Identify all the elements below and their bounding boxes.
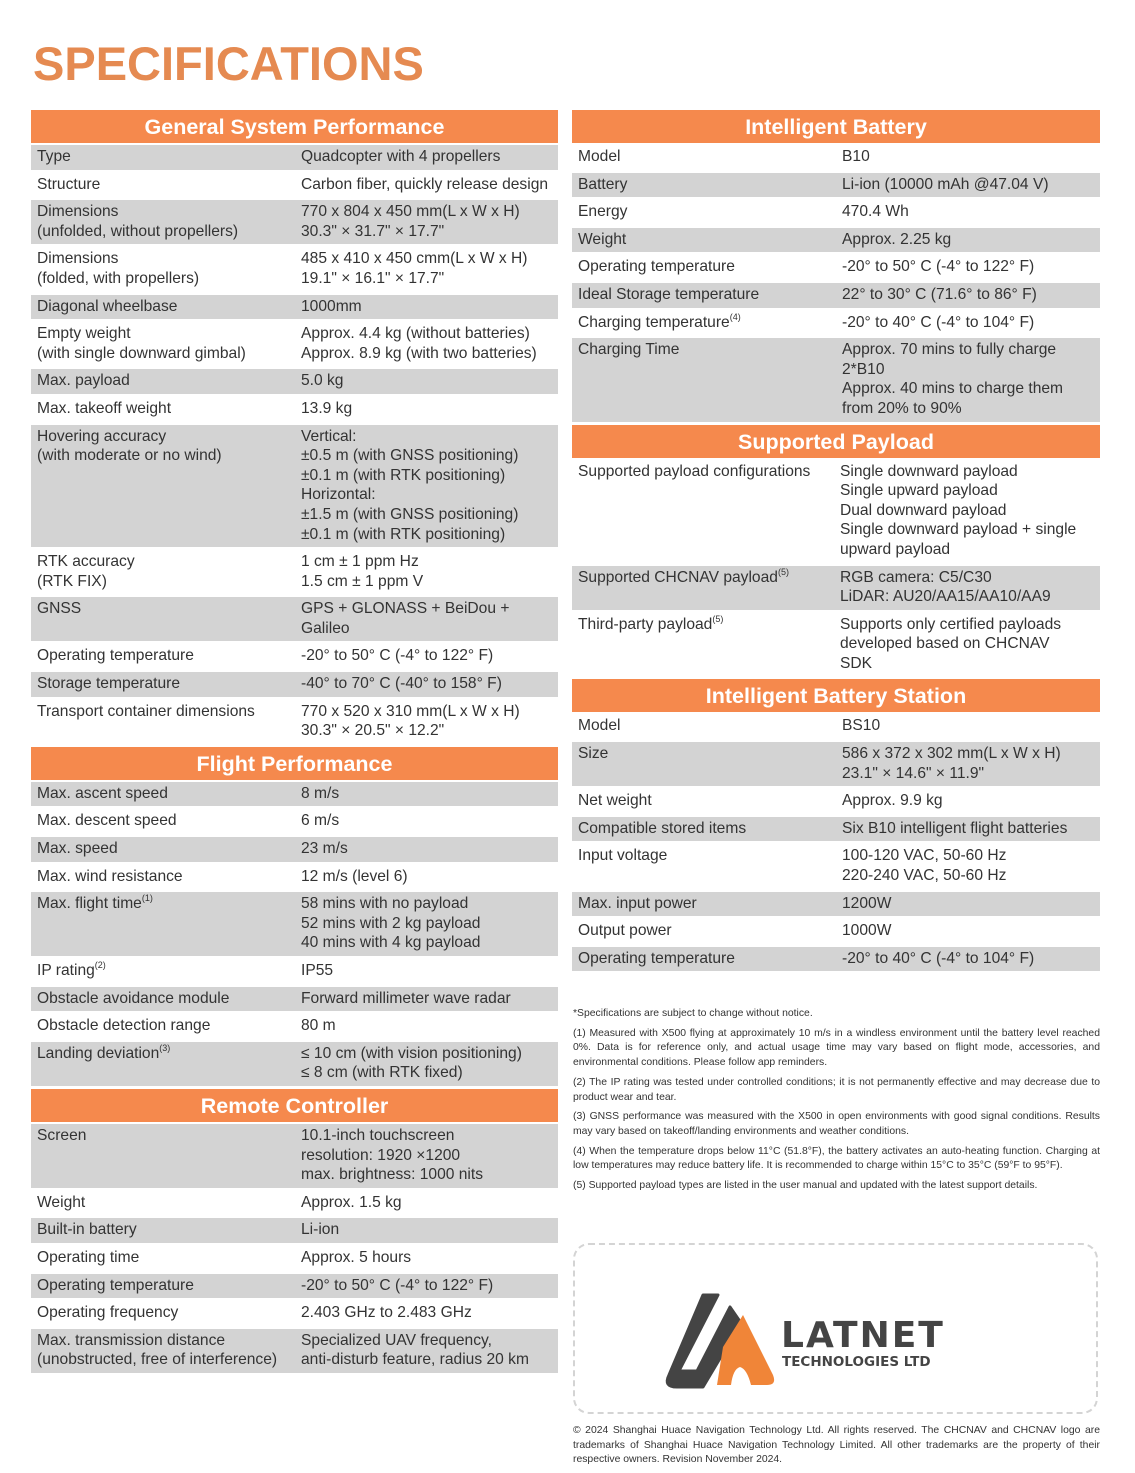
spec-row [572, 742, 1100, 786]
spec-label [31, 1303, 301, 1323]
spec-value: RGB camera: C5/C30 LiDAR: AU20/AA15/AA10/AA9 [840, 568, 1051, 606]
logo-tagline: TECHNOLOGIES LTD [782, 1354, 931, 1370]
spec-label-text: Max. input power [578, 894, 697, 912]
spec-label-text: Net weight [578, 792, 652, 810]
spec-row [31, 892, 558, 956]
spec-row [572, 173, 1100, 198]
spec-value: -20° to 50° C (-4° to 122° F) [301, 1276, 494, 1294]
spec-label-text: Model [578, 717, 621, 735]
spec-label [31, 961, 301, 981]
spec-label [31, 894, 301, 953]
spec-label-text: Storage temperature [37, 675, 181, 693]
section-general [31, 110, 558, 744]
spec-value: Approx. 5 hours [301, 1248, 412, 1266]
spec-label [572, 615, 840, 674]
spec-label-text: Built-in battery [37, 1221, 137, 1239]
footnote-ref: (4) [729, 311, 741, 322]
spec-value: -20° to 40° C (-4° to 104° F) [842, 313, 1035, 331]
footnote: (4) When the temperature drops below 11°C (51.8°F), the battery activates an auto-heating function. Charging at low temperatures may reduce battery life. It is recommended to charge within 15°C to 35°C (59°F to 95°F). [573, 1145, 1100, 1172]
spec-label-text: Max. descent speed [37, 812, 177, 830]
left-column [31, 110, 558, 1376]
spec-value: 1000mm [301, 297, 362, 315]
spec-row [31, 1329, 558, 1373]
spec-label-text: GNSS [37, 600, 82, 618]
spec-row [31, 247, 558, 291]
footnote: (1) Measured with X500 flying at approximately 10 m/s in a windless environment until the battery level reached 0%. Data is for reference only, and actual usage time may vary based on flight mode, accessories, and environmental conditions. Please follow app reminders. [573, 1027, 1100, 1069]
spec-value: 770 x 804 x 450 mm(L x W x H) 30.3" × 31.7" × 17.7" [301, 203, 520, 240]
spec-row [572, 613, 1100, 677]
spec-label-text: Obstacle avoidance module [37, 989, 230, 1007]
spec-value: -20° to 50° C (-4° to 122° F) [301, 647, 494, 665]
spec-row [31, 959, 558, 984]
spec-row [31, 865, 558, 890]
spec-value: IP55 [301, 962, 334, 979]
spec-row [31, 644, 558, 669]
spec-label-text: Dimensions (unfolded, without propellers) [37, 203, 239, 240]
spec-row [31, 425, 558, 548]
latnet-logo [575, 1245, 1096, 1412]
footnotes [573, 1007, 1100, 1199]
spec-row [31, 672, 558, 697]
spec-label [572, 340, 842, 418]
right-column [572, 110, 1100, 974]
spec-label [572, 257, 842, 277]
spec-value: 1000W [842, 922, 892, 940]
spec-value: Approx. 4.4 kg (without batteries) Approx. 8.9 kg (with two batteries) [301, 325, 537, 362]
spec-label [572, 744, 842, 783]
spec-value: 1200W [842, 894, 892, 912]
spec-row [31, 1124, 558, 1188]
spec-label [31, 702, 301, 741]
spec-row [31, 322, 558, 366]
spec-label-text: Max. wind resistance [37, 867, 183, 885]
spec-row [31, 782, 558, 807]
spec-value: 1 cm ± 1 ppm Hz 1.5 cm ± 1 ppm V [301, 553, 424, 590]
spec-label-text: Diagonal wheelbase [37, 297, 178, 315]
spec-value: -40° to 70° C (-40° to 158° F) [301, 675, 502, 693]
logo-name: LATNET [781, 1315, 945, 1356]
section-remote [31, 1089, 558, 1373]
spec-row [31, 145, 558, 170]
spec-value: Single downward payload Single upward payload Dual downward payload Single downward payload + single upward payload [840, 462, 1077, 558]
spec-value: Specialized UAV frequency, anti-disturb feature, radius 20 km [301, 1331, 529, 1369]
spec-value: -20° to 40° C (-4° to 104° F) [842, 949, 1035, 967]
spec-row [572, 789, 1100, 814]
spec-label [31, 371, 301, 391]
spec-label-text: Transport container dimensions [37, 702, 255, 720]
spec-row [31, 1191, 558, 1216]
spec-label-text: Charging Time [578, 341, 680, 359]
spec-row [31, 1301, 558, 1326]
spec-label-text: Obstacle detection range [37, 1017, 211, 1035]
footnote-ref: (5) [712, 613, 724, 624]
spec-label-text: Supported payload configurations [578, 462, 811, 480]
spec-row [31, 700, 558, 744]
spec-value: Vertical: ±0.5 m (with GNSS positioning) ±0.1 m (with RTK positioning) Horizontal: ±1.5 m (with GNSS positioning) ±0.1 m (with RTK positioning) [301, 427, 519, 543]
section-header: Remote Controller [31, 1089, 558, 1122]
spec-label [31, 1044, 301, 1083]
spec-label-text: Battery [578, 175, 628, 193]
spec-label-text: Operating temperature [37, 647, 194, 665]
spec-value: 485 x 410 x 450 cmm(L x W x H) 19.1" × 16.1" × 17.7" [301, 250, 528, 287]
spec-value: 2.403 GHz to 2.483 GHz [301, 1304, 472, 1322]
spec-row [31, 837, 558, 862]
spec-row [572, 228, 1100, 253]
spec-label [31, 1276, 301, 1296]
logo-box [573, 1243, 1098, 1414]
spec-value: Approx. 2.25 kg [842, 230, 952, 248]
spec-row [31, 200, 558, 244]
spec-value: 23 m/s [301, 840, 348, 858]
spec-label [572, 949, 842, 969]
spec-value: GPS + GLONASS + BeiDou + Galileo [301, 600, 510, 637]
spec-label-text: Max. flight time [37, 895, 142, 913]
spec-row [31, 1218, 558, 1243]
spec-row [572, 255, 1100, 280]
spec-label [31, 599, 301, 638]
spec-label [31, 249, 301, 288]
spec-row [572, 145, 1100, 170]
spec-label [31, 867, 301, 887]
spec-value: 100-120 VAC, 50-60 Hz 220-240 VAC, 50-60 Hz [842, 847, 1007, 885]
spec-label [572, 846, 842, 885]
spec-value: Six B10 intelligent flight batteries [842, 819, 1068, 837]
spec-label [31, 646, 301, 666]
spec-label-text: Operating temperature [578, 258, 735, 276]
spec-value: B10 [842, 148, 870, 165]
spec-label-text: Input voltage [578, 847, 668, 865]
section-battery [572, 110, 1100, 422]
spec-label-text: Weight [37, 1193, 86, 1211]
spec-label-text: Weight [578, 230, 627, 248]
spec-value: Quadcopter with 4 propellers [301, 148, 501, 165]
spec-value: Approx. 1.5 kg [301, 1193, 402, 1211]
spec-value: 10.1-inch touchscreen resolution: 1920 ×1200 max. brightness: 1000 nits [301, 1126, 484, 1184]
spec-label [31, 552, 301, 591]
spec-label [572, 791, 842, 811]
spec-label [31, 1248, 301, 1268]
footnote: (3) GNSS performance was measured with the X500 in open environments with good signal conditions. Results may vary based on takeoff/landing environments and weather conditions. [573, 1111, 1100, 1137]
spec-row [572, 844, 1100, 888]
spec-label-text: Screen [37, 1126, 87, 1144]
spec-row [572, 817, 1100, 842]
spec-value: Approx. 9.9 kg [842, 792, 943, 810]
spec-row [31, 1246, 558, 1271]
spec-value: 13.9 kg [301, 399, 353, 417]
spec-label [572, 147, 842, 167]
spec-value: Approx. 70 mins to fully charge 2*B10 Approx. 40 mins to charge them from 20% to 90% [842, 341, 1064, 417]
spec-row [572, 200, 1100, 225]
page-title: SPECIFICATIONS [33, 37, 424, 90]
spec-label-text: RTK accuracy (RTK FIX) [37, 553, 135, 590]
spec-value: Forward millimeter wave radar [301, 989, 511, 1007]
spec-label-text: Hovering accuracy (with moderate or no wind) [37, 427, 222, 465]
section-header: Intelligent Battery [572, 110, 1100, 143]
spec-row [572, 714, 1100, 739]
spec-label-text: Landing deviation [37, 1044, 160, 1062]
spec-label [572, 568, 840, 607]
spec-label [31, 1220, 301, 1240]
spec-value: BS10 [842, 717, 881, 735]
spec-row [31, 809, 558, 834]
spec-row [572, 566, 1100, 610]
spec-label [31, 147, 301, 167]
spec-label [572, 175, 842, 195]
spec-label-text: Dimensions (folded, with propellers) [37, 250, 200, 287]
spec-value: Carbon fiber, quickly release design [301, 175, 549, 193]
section-header: General System Performance [31, 110, 558, 143]
spec-label-text: Max. payload [37, 372, 130, 390]
spec-label [31, 399, 301, 419]
spec-row [31, 550, 558, 594]
spec-label [572, 819, 842, 839]
spec-row [572, 283, 1100, 308]
spec-label-text: Output power [578, 922, 672, 940]
spec-row [31, 369, 558, 394]
footnote-ref: (1) [141, 893, 153, 904]
spec-value: Li-ion [301, 1221, 340, 1239]
spec-label-text: Third-party payload [578, 615, 713, 633]
spec-value: 470.4 Wh [842, 203, 909, 221]
spec-label [31, 1016, 301, 1036]
spec-label [572, 285, 842, 305]
spec-label-text: Structure [37, 175, 101, 193]
section-header: Supported Payload [572, 425, 1100, 458]
spec-label [31, 839, 301, 859]
section-flight [31, 747, 558, 1086]
spec-label-text: IP rating [37, 962, 95, 979]
spec-row [31, 1042, 558, 1086]
spec-label-text: Operating time [37, 1248, 140, 1266]
spec-label [31, 811, 301, 831]
spec-label [31, 1126, 301, 1185]
spec-row [572, 919, 1100, 944]
spec-label-text: Empty weight (with single downward gimbal) [37, 325, 246, 362]
spec-label-text: Max. ascent speed [37, 784, 168, 802]
spec-row [31, 1274, 558, 1299]
spec-label [31, 784, 301, 804]
copyright: © 2024 Shanghai Huace Navigation Technology Ltd. All rights reserved. The CHCNAV and CHCNAV logo are trademarks of Shanghai Huace Navigation Technology Limited. All other trademarks are the property of their respective owners. Revision November 2024. [573, 1425, 1100, 1466]
spec-label-text: Compatible stored items [578, 819, 747, 837]
spec-label [572, 921, 842, 941]
spec-label-text: Model [578, 148, 621, 165]
spec-label-text: Energy [578, 203, 628, 221]
spec-label-text: Max. transmission distance (unobstructed, free of interference) [37, 1331, 278, 1369]
footnote-ref: (3) [159, 1042, 171, 1053]
spec-label-text: Max. speed [37, 840, 118, 858]
spec-label [31, 989, 301, 1009]
spec-row [31, 397, 558, 422]
spec-value: 22° to 30° C (71.6° to 86° F) [842, 285, 1037, 303]
spec-row [31, 1014, 558, 1039]
spec-row [572, 892, 1100, 917]
logo-mark-icon [667, 1295, 774, 1387]
section-header: Flight Performance [31, 747, 558, 780]
spec-label-text: Supported CHCNAV payload [578, 568, 778, 586]
footnote: *Specifications are subject to change without notice. [573, 1008, 813, 1019]
spec-value: ≤ 10 cm (with vision positioning) ≤ 8 cm (with RTK fixed) [301, 1044, 522, 1082]
section-station [572, 679, 1100, 971]
spec-row [31, 987, 558, 1012]
footnote: (5) Supported payload types are listed in the user manual and updated with the latest support details. [573, 1180, 1038, 1192]
spec-label-text: Type [37, 148, 71, 165]
spec-value: Li-ion (10000 mAh @47.04 V) [842, 175, 1049, 193]
spec-label [572, 462, 840, 560]
spec-label [31, 297, 301, 317]
footnote-ref: (5) [777, 566, 789, 577]
footnote: (2) The IP rating was tested under controlled conditions; it is not permanently effective and may decrease due to product wear and tear. [573, 1076, 1100, 1103]
spec-label-text: Max. takeoff weight [37, 399, 172, 417]
spec-label [572, 230, 842, 250]
spec-label [572, 313, 842, 333]
spec-row [31, 173, 558, 198]
spec-label-text: Operating temperature [37, 1276, 194, 1294]
spec-label [572, 716, 842, 736]
spec-value: Supports only certified payloads developed based on CHCNAV SDK [840, 615, 1062, 672]
section-payload [572, 425, 1100, 677]
footnote-ref: (2) [94, 960, 106, 970]
spec-row [572, 947, 1100, 972]
spec-value: 12 m/s (level 6) [301, 867, 408, 885]
spec-label-text: Operating frequency [37, 1304, 179, 1322]
spec-label [31, 175, 301, 195]
section-header: Intelligent Battery Station [572, 679, 1100, 712]
spec-label-text: Ideal Storage temperature [578, 285, 760, 303]
spec-label [31, 324, 301, 363]
spec-value: 770 x 520 x 310 mm(L x W x H) 30.3" × 20.5" × 12.2" [301, 702, 520, 740]
spec-row [572, 460, 1100, 563]
spec-label [31, 427, 301, 545]
spec-row [31, 295, 558, 320]
spec-row [572, 338, 1100, 421]
spec-label [31, 1193, 301, 1213]
spec-label [31, 674, 301, 694]
spec-label [572, 894, 842, 914]
spec-label [31, 202, 301, 241]
spec-value: 8 m/s [301, 784, 340, 802]
spec-value: 5.0 kg [301, 372, 344, 390]
spec-label-text: Operating temperature [578, 949, 735, 967]
spec-value: 586 x 372 x 302 mm(L x W x H) 23.1" × 14.6" × 11.9" [842, 745, 1061, 782]
spec-label-text: Size [578, 745, 609, 763]
spec-label-text: Charging temperature [578, 313, 730, 331]
spec-row [572, 311, 1100, 336]
spec-value: 6 m/s [301, 812, 340, 830]
spec-label [31, 1331, 301, 1370]
spec-label [572, 202, 842, 222]
spec-value: -20° to 50° C (-4° to 122° F) [842, 258, 1035, 276]
spec-value: 80 m [301, 1017, 336, 1035]
spec-row [31, 597, 558, 641]
spec-value: 58 mins with no payload 52 mins with 2 kg payload 40 mins with 4 kg payload [301, 895, 481, 952]
